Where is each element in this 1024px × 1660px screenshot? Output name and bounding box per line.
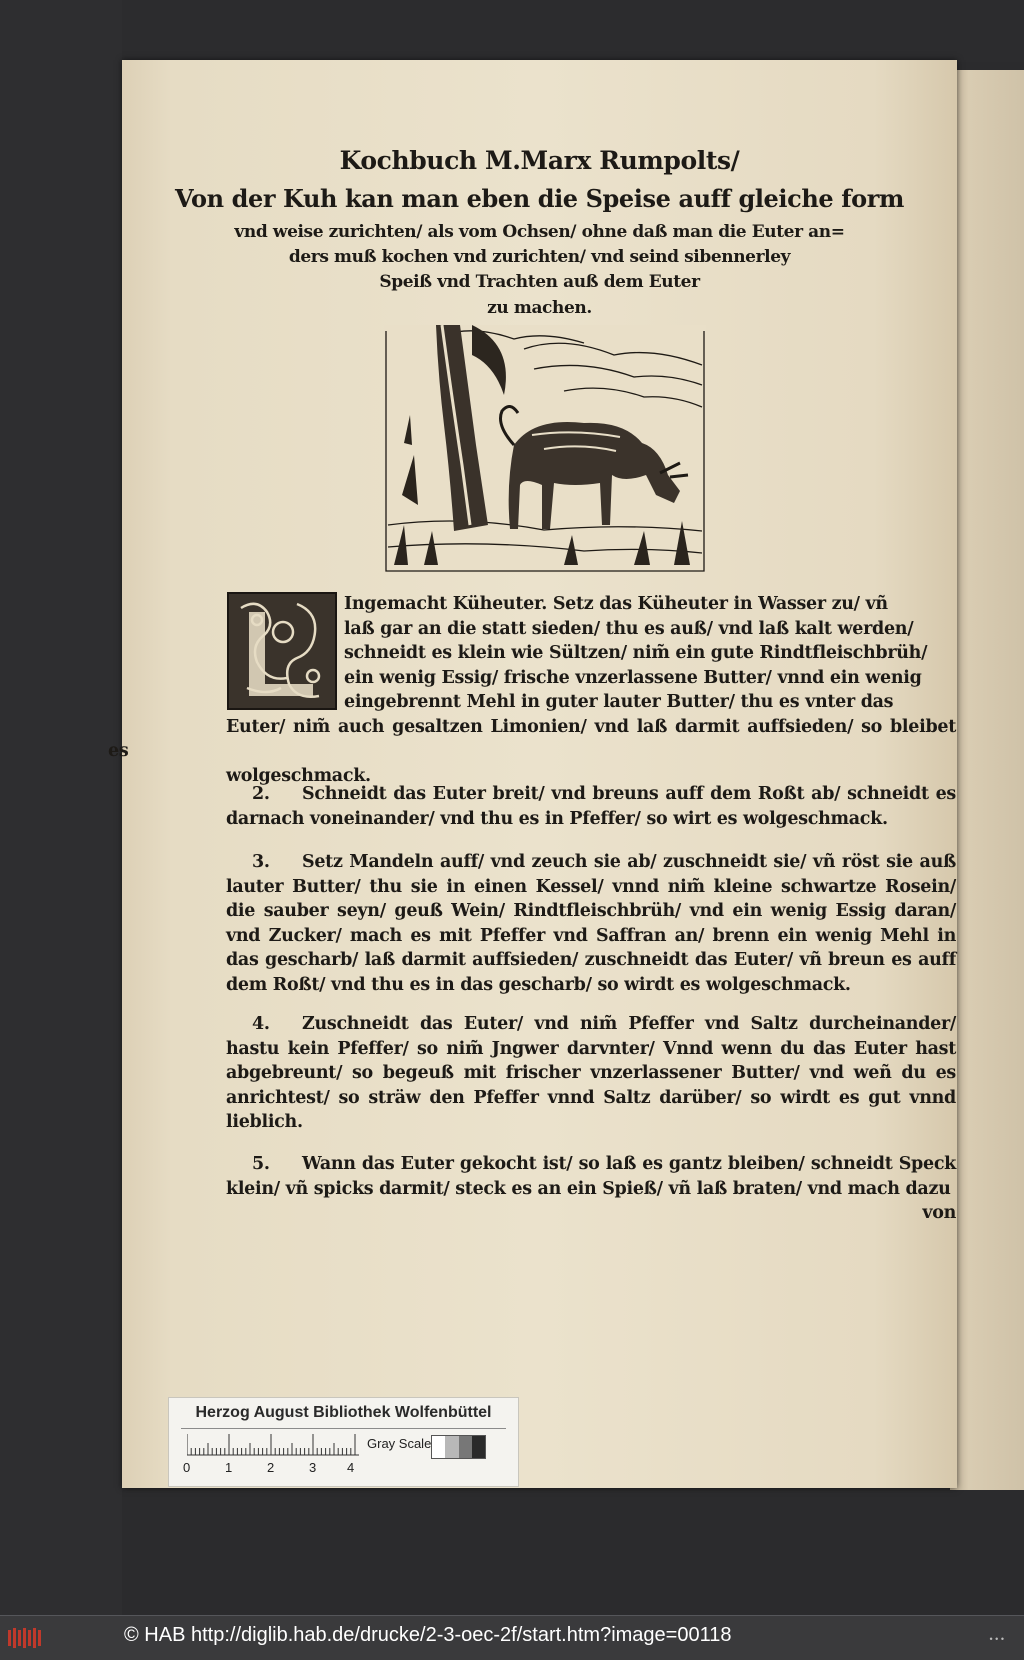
paragraph-number: 5.	[252, 1154, 270, 1174]
ruler-number: 1	[225, 1460, 233, 1475]
paragraph-number: 4.	[252, 1014, 270, 1034]
recipe-paragraph-2	[226, 782, 956, 831]
heading-line: Speiß vnd Trachten auß dem Euter	[379, 272, 700, 292]
paragraph-text: Schneidt das Euter breit/ vnd breuns auff dem Roßt ab/ schneidt es darnach voneinander/ vnd thu es in Pfeffer/ so wirt es wolgeschmack.	[226, 784, 956, 829]
hab-logo-icon	[6, 1626, 44, 1650]
gray-scale-swatches	[431, 1435, 486, 1459]
gray-scale-label: Gray Scale	[367, 1436, 432, 1451]
ruler-number: 3	[309, 1460, 317, 1475]
color-reference-card	[168, 1397, 519, 1487]
gray-swatch	[472, 1436, 485, 1458]
text-line: eingebrennt Mehl in guter lauter Butter/ thu es vnter das	[344, 692, 894, 712]
cow-woodcut-illustration	[384, 325, 706, 573]
recipe-paragraph-5	[226, 1152, 956, 1226]
paragraph-number: 2.	[252, 784, 270, 804]
gray-swatch	[432, 1436, 445, 1458]
footer-bar	[0, 1615, 1024, 1660]
recipe-paragraph-3	[226, 850, 956, 997]
ruler-number: 2	[267, 1460, 275, 1475]
heading-line: ders muß kochen vnd zurichten/ vnd seind sibennerley	[288, 247, 791, 267]
text-line: laß gar an die statt sieden/ thu es auß/ vnd laß kalt werden/	[344, 618, 914, 639]
page-text	[108, 60, 957, 1488]
text-line: schneidt es klein wie Sültzen/ nim̃ ein gute Rindtfleischbrüh/	[344, 643, 928, 663]
background-left	[0, 0, 122, 1615]
heading-line: vnd weise zurichten/ als vom Ochsen/ ohne daß man die Euter an=	[234, 222, 845, 242]
ruler-number: 4	[347, 1460, 355, 1475]
copyright-url: © HAB http://diglib.hab.de/drucke/2-3-oec-2f/start.htm?image=00118	[124, 1624, 732, 1646]
text-line: wolgeschmack.	[226, 765, 371, 786]
running-head: Kochbuch M.Marx Rumpolts/	[339, 146, 740, 175]
text-line: ein wenig Essig/ frische vnzerlassene Butter/ vnnd ein wenig	[344, 667, 922, 688]
book-page	[108, 60, 957, 1488]
facing-page-edge	[950, 70, 1024, 1490]
background-top	[0, 0, 1024, 62]
paragraph-text: Wann das Euter gekocht ist/ so laß es gantz bleiben/ schneidt Speck klein/ vñ spicks darmit/ steck es an ein Spieß/ vñ laß braten/ vnd mach dazu	[226, 1154, 956, 1199]
recipe-paragraph-4	[226, 1012, 956, 1135]
recipe-paragraph-1	[108, 592, 956, 788]
gray-swatch	[459, 1436, 472, 1458]
heading-line: zu machen.	[487, 298, 592, 318]
catchword: von	[922, 1203, 956, 1223]
paragraph-text: Zuschneidt das Euter/ vnd nim̃ Pfeffer vnd Saltz durcheinander/ hastu kein Pfeffer/ so nim̃ Jngwer darvnter/ Vnnd wenn du das Euter hast abgebreunt/ so begeuß mit frischer vnzerlassener Butter/ vnd weñ du es anrichtest/ so sträw den Pfeffer vnnd Saltz darüber/ so wirdt es gut vnnd lieblich.	[226, 1014, 956, 1132]
divider	[181, 1428, 506, 1429]
ruler-number: 0	[183, 1460, 191, 1475]
paragraph-number: 3.	[252, 852, 270, 872]
library-name: Herzog August Bibliothek Wolfenbüttel	[195, 1404, 492, 1421]
text-line: Euter/ nim̃ auch gesaltzen Limonien/ vnd laß darmit auffsieden/ so bleibet es	[108, 716, 956, 761]
gray-swatch	[445, 1436, 458, 1458]
ruler-scale	[187, 1434, 359, 1456]
footer-dots-icon: • • •	[989, 1634, 1004, 1644]
chapter-heading: Von der Kuh kan man eben die Speise auff gleiche form	[174, 184, 905, 213]
paragraph-text: Setz Mandeln auff/ vnd zeuch sie ab/ zuschneidt sie/ vñ röst sie auß lauter Butter/ thu sie in einen Kessel/ vnnd nim̃ kleine schwartze Rosein/ die sauber seyn/ geuß Wein/ Rindtfleischbrüh/ vnd ein wenig Essig daran/ vnd Zucker/ mach es mit Pfeffer vnd Saffran an/ brenn ein wenig Mehl in das gescharb/ laß darmit auffsieden/ zuschneidt das Euter/ vñ breun es auff dem Roßt/ vnd thu es in das gescharb/ so wirdt es wolgeschmack.	[226, 852, 956, 995]
text-line: Ingemacht Küheuter. Setz das Küheuter in Wasser zu/ vñ	[344, 594, 888, 614]
